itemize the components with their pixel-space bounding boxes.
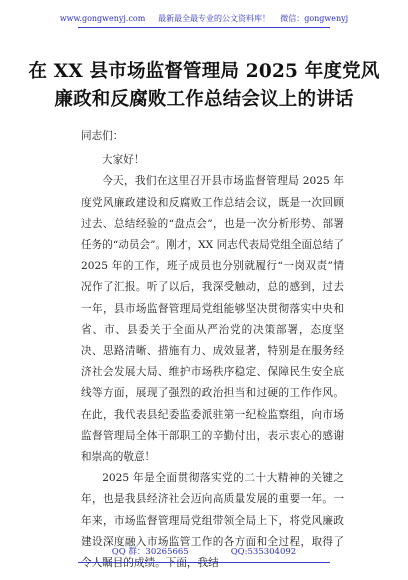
footer-qq: QQ:535304092 [230, 547, 297, 557]
site-header [0, 14, 408, 24]
title-line-2: 廉政和反腐败工作总结会议上的讲话 [54, 89, 354, 110]
salutation: 同志们： [81, 130, 124, 142]
footer-qq-group: QQ 群：30265665 [111, 547, 189, 557]
document-title [0, 58, 408, 114]
header-divider [78, 27, 330, 28]
footer-divider [78, 562, 330, 563]
site-footer [0, 546, 408, 558]
title-line-1: 在 XX 县市场监督管理局 2025 年度党风 [28, 61, 380, 82]
website-link[interactable]: www.gongwenyj.com [59, 14, 146, 23]
greeting: 大家好！ [102, 154, 145, 167]
header-wechat: 微信：gongwenyj [280, 14, 349, 23]
body-paragraph: 今天，我们在这里召开县市场监督管理局 2025 年度党风廉政建设和反腐败工作总结会议，既是一次回顾过去、总结经验的“盘点会”，也是一次分析形势、部署任务的“动员会”。刚才，XX 同志代表局党组全面总结了 2025 年的工作，班子成员也分别就履行“一岗双责”情况作了汇报。听了以后，我深受触动，总的感到，过去一年，县市场监督管理局党组能够坚决贯彻落实中央和省、市、县委关于全面从严治党的决策部署，态度坚决、思路清晰、措施有力、成效显著，特别是在服务经济社会发展大局、维护市场秩序稳定、保障民生安全底线等方面，展现了强烈的政治担当和过硬的工作作风。在此，我代表县纪委监委派驻第一纪检监察组，向市场监督管理局全体干部职工的辛勤付出，表示衷心的感谢和崇高的敬意！ [81, 175, 344, 464]
document-body [81, 126, 344, 574]
body-paragraph: 2025 年是全面贯彻落实党的二十大精神的关键之年，也是我县经济社会迈向高质量发展的重要一年。一年来，市场监督管理局党组带领全局上下，将党风廉政建设深度融入市场监管工作的各方面和全过程，取得了令人瞩目的成绩。下面，我结 [81, 472, 344, 570]
header-tagline: 最新最全最专业的公文资料库！ [158, 14, 271, 23]
